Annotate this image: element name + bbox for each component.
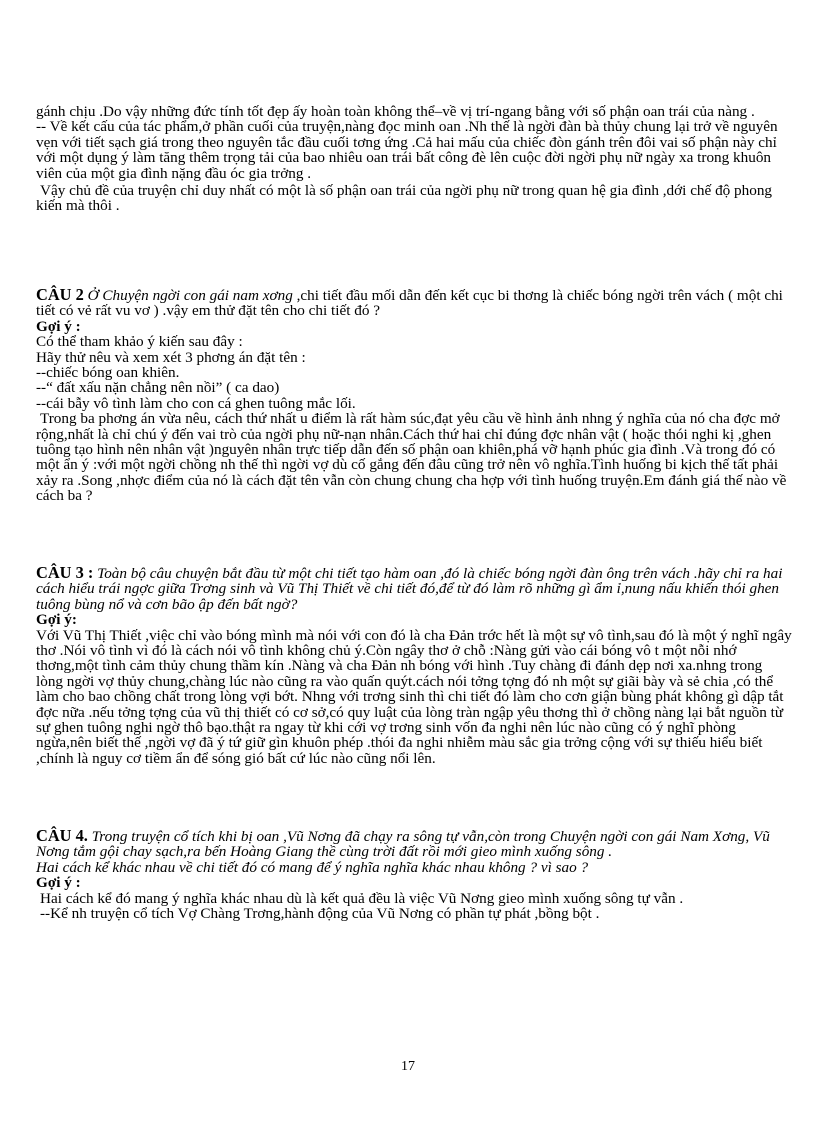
question-4-question-1: Trong truyện cổ tích khi bị oan ,Vũ Nơng đã chạy ra sông tự vẫn,còn trong Chuyện ngời con gái Nam Xơng, Vũ Nơng tắm gội chay sạch,ra bến Hoàng Giang thề cùng trời đất rồi mới gieo mình xuống sông .	[36, 828, 770, 861]
question-3-label: CÂU 3 :	[36, 563, 94, 582]
question-2-section	[36, 287, 792, 504]
question-2-body: ,chi tiết đầu mối dẫn đến kết cục bi thơng là chiếc bóng ngời trên vách ( một chi tiết có vẻ rất vu vơ ) .vậy em thử đặt tên cho chi tiết đó ?	[36, 287, 783, 320]
question-2-line-5: --cái bẫy vô tình làm cho con cá ghen tuông mắc lối.	[36, 394, 356, 412]
question-2-line-3: --chiếc bóng oan khiên.	[36, 364, 180, 382]
question-2-hint-label: Gợi ý :	[36, 317, 81, 335]
question-4-hint-label: Gợi ý :	[36, 874, 81, 892]
question-2-text	[36, 287, 792, 319]
question-4-label: CÂU 4.	[36, 826, 88, 845]
question-2-line-2: Hãy thử nêu và xem xét 3 phơng án đặt tên :	[36, 348, 306, 366]
question-3-text	[36, 565, 792, 612]
question-4-answer-2: --Kể nh truyện cổ tích Vợ Chàng Trơng,hành động của Vũ Nơng có phần tự phát ,bồng bột .	[40, 905, 600, 923]
intro-paragraph-3: Vậy chủ đề của truyện chỉ duy nhất có một là số phận oan trái của ngời phụ nữ trong quan hệ gia đình ,dới chế độ phong kiến mà thôi .	[36, 182, 773, 215]
question-2-title: Ở Chuyện ngời con gái nam xơng	[87, 287, 293, 304]
intro-section	[36, 104, 792, 214]
intro-paragraph-2: -- Về kết cấu của tác phẩm,ở phần cuối của truyện,nàng đọc minh oan .Nh thế là ngời đàn bà thủy chung lại trở về nguyên vẹn với tiết sạch giá trong theo nguyên tắc đầu cuối tơng ứng .Cả hai mấu của chiếc đòn gánh trên đôi vai số phận này chỉ với một dụng ý làm tăng thêm trọng tải của bao nhiêu oan trái bất công đè lên cuộc đời ngời phụ nữ ngày xa trong khuôn viên của một gia đình nặng đầu óc gia trởng .	[36, 118, 778, 182]
question-2-line-1: Có thể tham khảo ý kiến sau đây :	[36, 333, 243, 351]
page-number: 17	[401, 1059, 415, 1074]
question-3-question: Toàn bộ câu chuyện bắt đầu từ một chi tiết tạo hàm oan ,đó là chiếc bóng ngời đàn ông trên vách .hãy chỉ ra hai cách hiểu trái ngợc giữa Trơng sinh và Vũ Thị Thiết về chi tiết đó,để từ đó làm rõ những gì ẩm ỉ,nung nấu khiến thói ghen tuông bùng nổ và cơn bão ập đến bất ngờ?	[36, 565, 783, 613]
question-3-section	[36, 565, 792, 766]
question-4-answer-1: Hai cách kể đó mang ý nghĩa khác nhau dù là kết quả đều là việc Vũ Nơng gieo mình xuống sông tự vẫn .	[40, 889, 684, 907]
intro-paragraph-1: gánh chịu .Do vậy những đức tính tốt đẹp ấy hoàn toàn không thể–về vị trí-ngang bằng với số phận oan trái của nàng .	[36, 103, 755, 120]
question-4-question-2: Hai cách kể khác nhau về chi tiết đó có mang để ý nghĩa nghĩa khác nhau không ? vì sao ?	[36, 858, 589, 876]
question-2-label: CÂU 2	[36, 285, 84, 304]
question-4-text	[36, 828, 792, 860]
question-3-hint-label: Gợi ý:	[36, 611, 77, 629]
question-2-line-4: --“ đất xấu nặn chẳng nên nồi” ( ca dao)	[36, 379, 280, 397]
question-2-answer: Trong ba phơng án vừa nêu, cách thứ nhất u điểm là rất hàm súc,đạt yêu cầu về hình ảnh nhng ý nghĩa của nó cha đợc mở rộng,nhất là chỉ chú ý đến vai trò của ngời phụ nữ-nạn nhân.Cách thứ hai chỉ đúng đợc nhân vật ( hoặc thói nghi kị ,ghen tuông tạo hình nên nhân vật )nguyên nhân trực tiếp dẫn đến số phận oan khiên,phá vỡ hạnh phúc gia đình .Và trong đó có một ẩn ý :với một ngời chồng nh thế thì ngời vợ dù cố gắng đến đâu cũng trở nên vô nghĩa.Tình huống bi kịch thế tất phải xảy ra .Song ,nhợc điểm của nó là cách đặt tên vẫn còn chung chung cha hợp với tình huống truyện.Em đánh giá thế nào về cách ba ?	[36, 410, 787, 505]
question-4-section	[36, 828, 792, 921]
question-3-answer: Với Vũ Thị Thiết ,việc chỉ vào bóng mình mà nói với con đó là cha Đản trớc hết là một sự vô tình,sau đó là một ý nghĩ ngây thơ .Nói vô tình vì đó là cách nói vô tình không chủ ý.Còn ngây thơ ở chỗ :Nàng gửi vào cái bóng vô t một nỗi nhớ thơng,một tình cảm thủy chung thầm kín .Nàng và cha Đản nh bóng với hình .Tuy chàng đi đánh dẹp nơi xa.nhng trong lòng ngời vợ thủy chung,chàng lúc nào cũng ra vào quấn quýt.cách nói tởng tợng đó nh một sự giãi bày và sẻ chia ,có thể làm cho bao chồng chất trong lòng vợi bớt. Nhng với trơng sinh thì chi tiết đó làm cho cơn giận bùng phát không gì dập tắt đợc nữa .nếu tởng tợng của vũ thị thiết có cơ sở,có quy luật của lòng tràn ngập yêu thơng thì ở chồng nàng lại bắt nguồn từ sự ghen tuông nghi ngờ thô bạo.thật ra ngay từ khi cới vợ trơng sinh vốn đa nghi nên lúc nào cũng có ý nghĩ phòng ngừa,nên biết thế ,ngời vợ đã ý tứ giữ gìn khuôn phép .thói đa nghi nhiễm màu sắc gia trởng cộng với sự thiếu hiểu biết ,chính là nguy cơ tiềm ẩn để sóng gió bất cứ lúc nào cũng nổi lên.	[36, 626, 792, 767]
